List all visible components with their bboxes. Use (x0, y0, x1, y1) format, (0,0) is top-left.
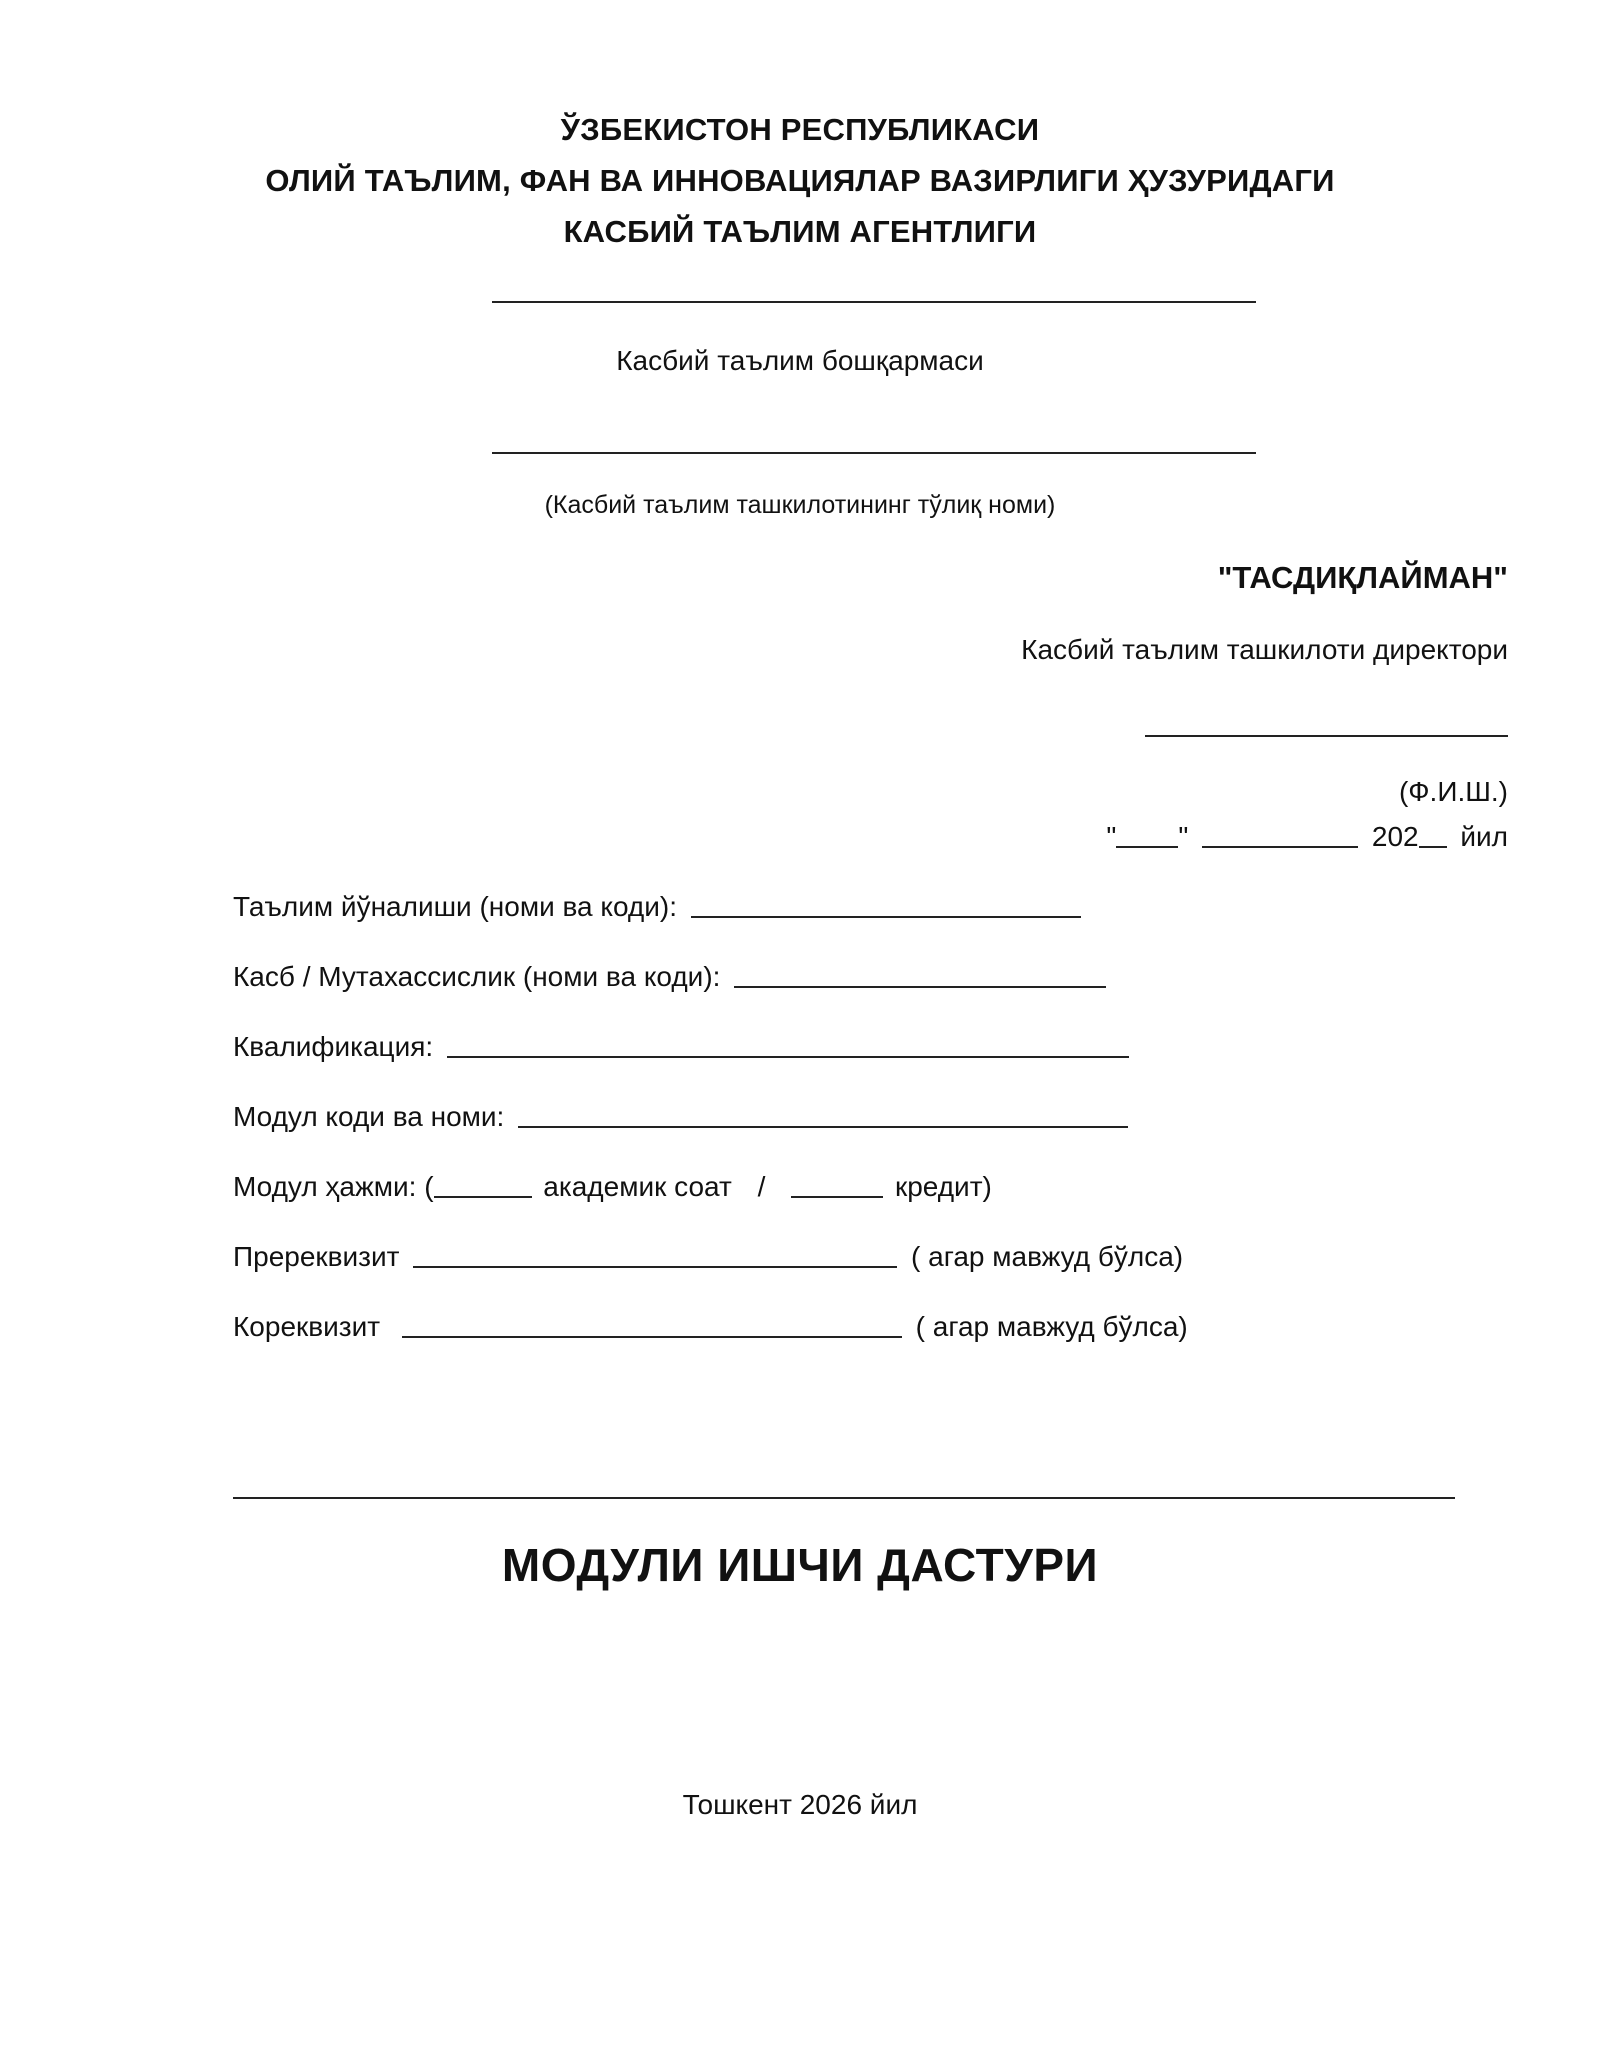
field-prerequisite (233, 1240, 1183, 1273)
footer-place-year: Тошкент 2026 йил (682, 1789, 918, 1820)
profession-blank (734, 960, 1106, 988)
fio-caption: (Ф.И.Ш.) (1398, 776, 1508, 807)
header-ministry-line2: ОЛИЙ ТАЪЛИМ, ФАН ВА ИННОВАЦИЯЛАР ВАЗИРЛИГИ ҲУЗУРИДАГИ (265, 163, 1335, 198)
header-agency-line3: КАСБИЙ ТАЪЛИМ АГЕНТЛИГИ (563, 214, 1037, 249)
approval-date (1106, 820, 1508, 853)
date-day-blank (1116, 820, 1178, 848)
field-module (233, 1100, 1128, 1133)
profession-label: Касб / Мутахассислик (номи ва коди): (233, 961, 721, 992)
header-divider (492, 301, 1256, 303)
direction-label: Таълим йўналиши (номи ва коди): (233, 891, 678, 922)
date-close-quote: " (1178, 821, 1189, 852)
direction-blank (691, 890, 1081, 918)
qualification-label: Квалификация: (233, 1031, 434, 1062)
volume-separator: / (757, 1171, 766, 1202)
field-corequisite (233, 1310, 1188, 1343)
volume-credit-blank (791, 1170, 883, 1198)
prereq-blank (413, 1240, 897, 1268)
date-open-quote: " (1106, 821, 1117, 852)
header-ministry-line1: ЎЗБЕКИСТОН РЕСПУБЛИКАСИ (560, 112, 1040, 147)
coreq-label: Кореквизит (233, 1311, 381, 1342)
field-volume (233, 1170, 992, 1203)
date-month-blank (1202, 820, 1358, 848)
volume-hours-text: академик соат (543, 1171, 732, 1202)
prereq-label: Пререквизит (233, 1241, 400, 1272)
date-year-prefix: 202 (1371, 821, 1419, 852)
title-divider (233, 1497, 1455, 1499)
date-year-blank (1419, 820, 1447, 848)
volume-hours-blank (434, 1170, 532, 1198)
approval-position: Касбий таълим ташкилоти директори (1021, 634, 1508, 665)
qualification-blank (447, 1030, 1129, 1058)
module-label: Модул коди ва номи: (233, 1101, 505, 1132)
date-year-suffix: йил (1460, 821, 1508, 852)
coreq-note: ( агар мавжуд бўлса) (915, 1311, 1188, 1342)
signature-line (1145, 735, 1508, 737)
org-name-line (492, 452, 1256, 454)
field-profession (233, 960, 1106, 993)
field-qualification (233, 1030, 1129, 1063)
department-name: Касбий таълим бошқармаси (616, 345, 984, 376)
field-direction (233, 890, 1081, 923)
volume-credit-text: кредит) (894, 1171, 992, 1202)
main-title: МОДУЛИ ИШЧИ ДАСТУРИ (501, 1539, 1099, 1591)
approval-title: "ТАСДИҚЛАЙМАН" (1217, 560, 1508, 595)
org-name-caption: (Касбий таълим ташкилотининг тўлиқ номи) (544, 491, 1056, 519)
prereq-note: ( агар мавжуд бўлса) (911, 1241, 1184, 1272)
volume-label: Модул ҳажми: ( (233, 1171, 434, 1202)
coreq-blank (402, 1310, 902, 1338)
module-blank (518, 1100, 1128, 1128)
